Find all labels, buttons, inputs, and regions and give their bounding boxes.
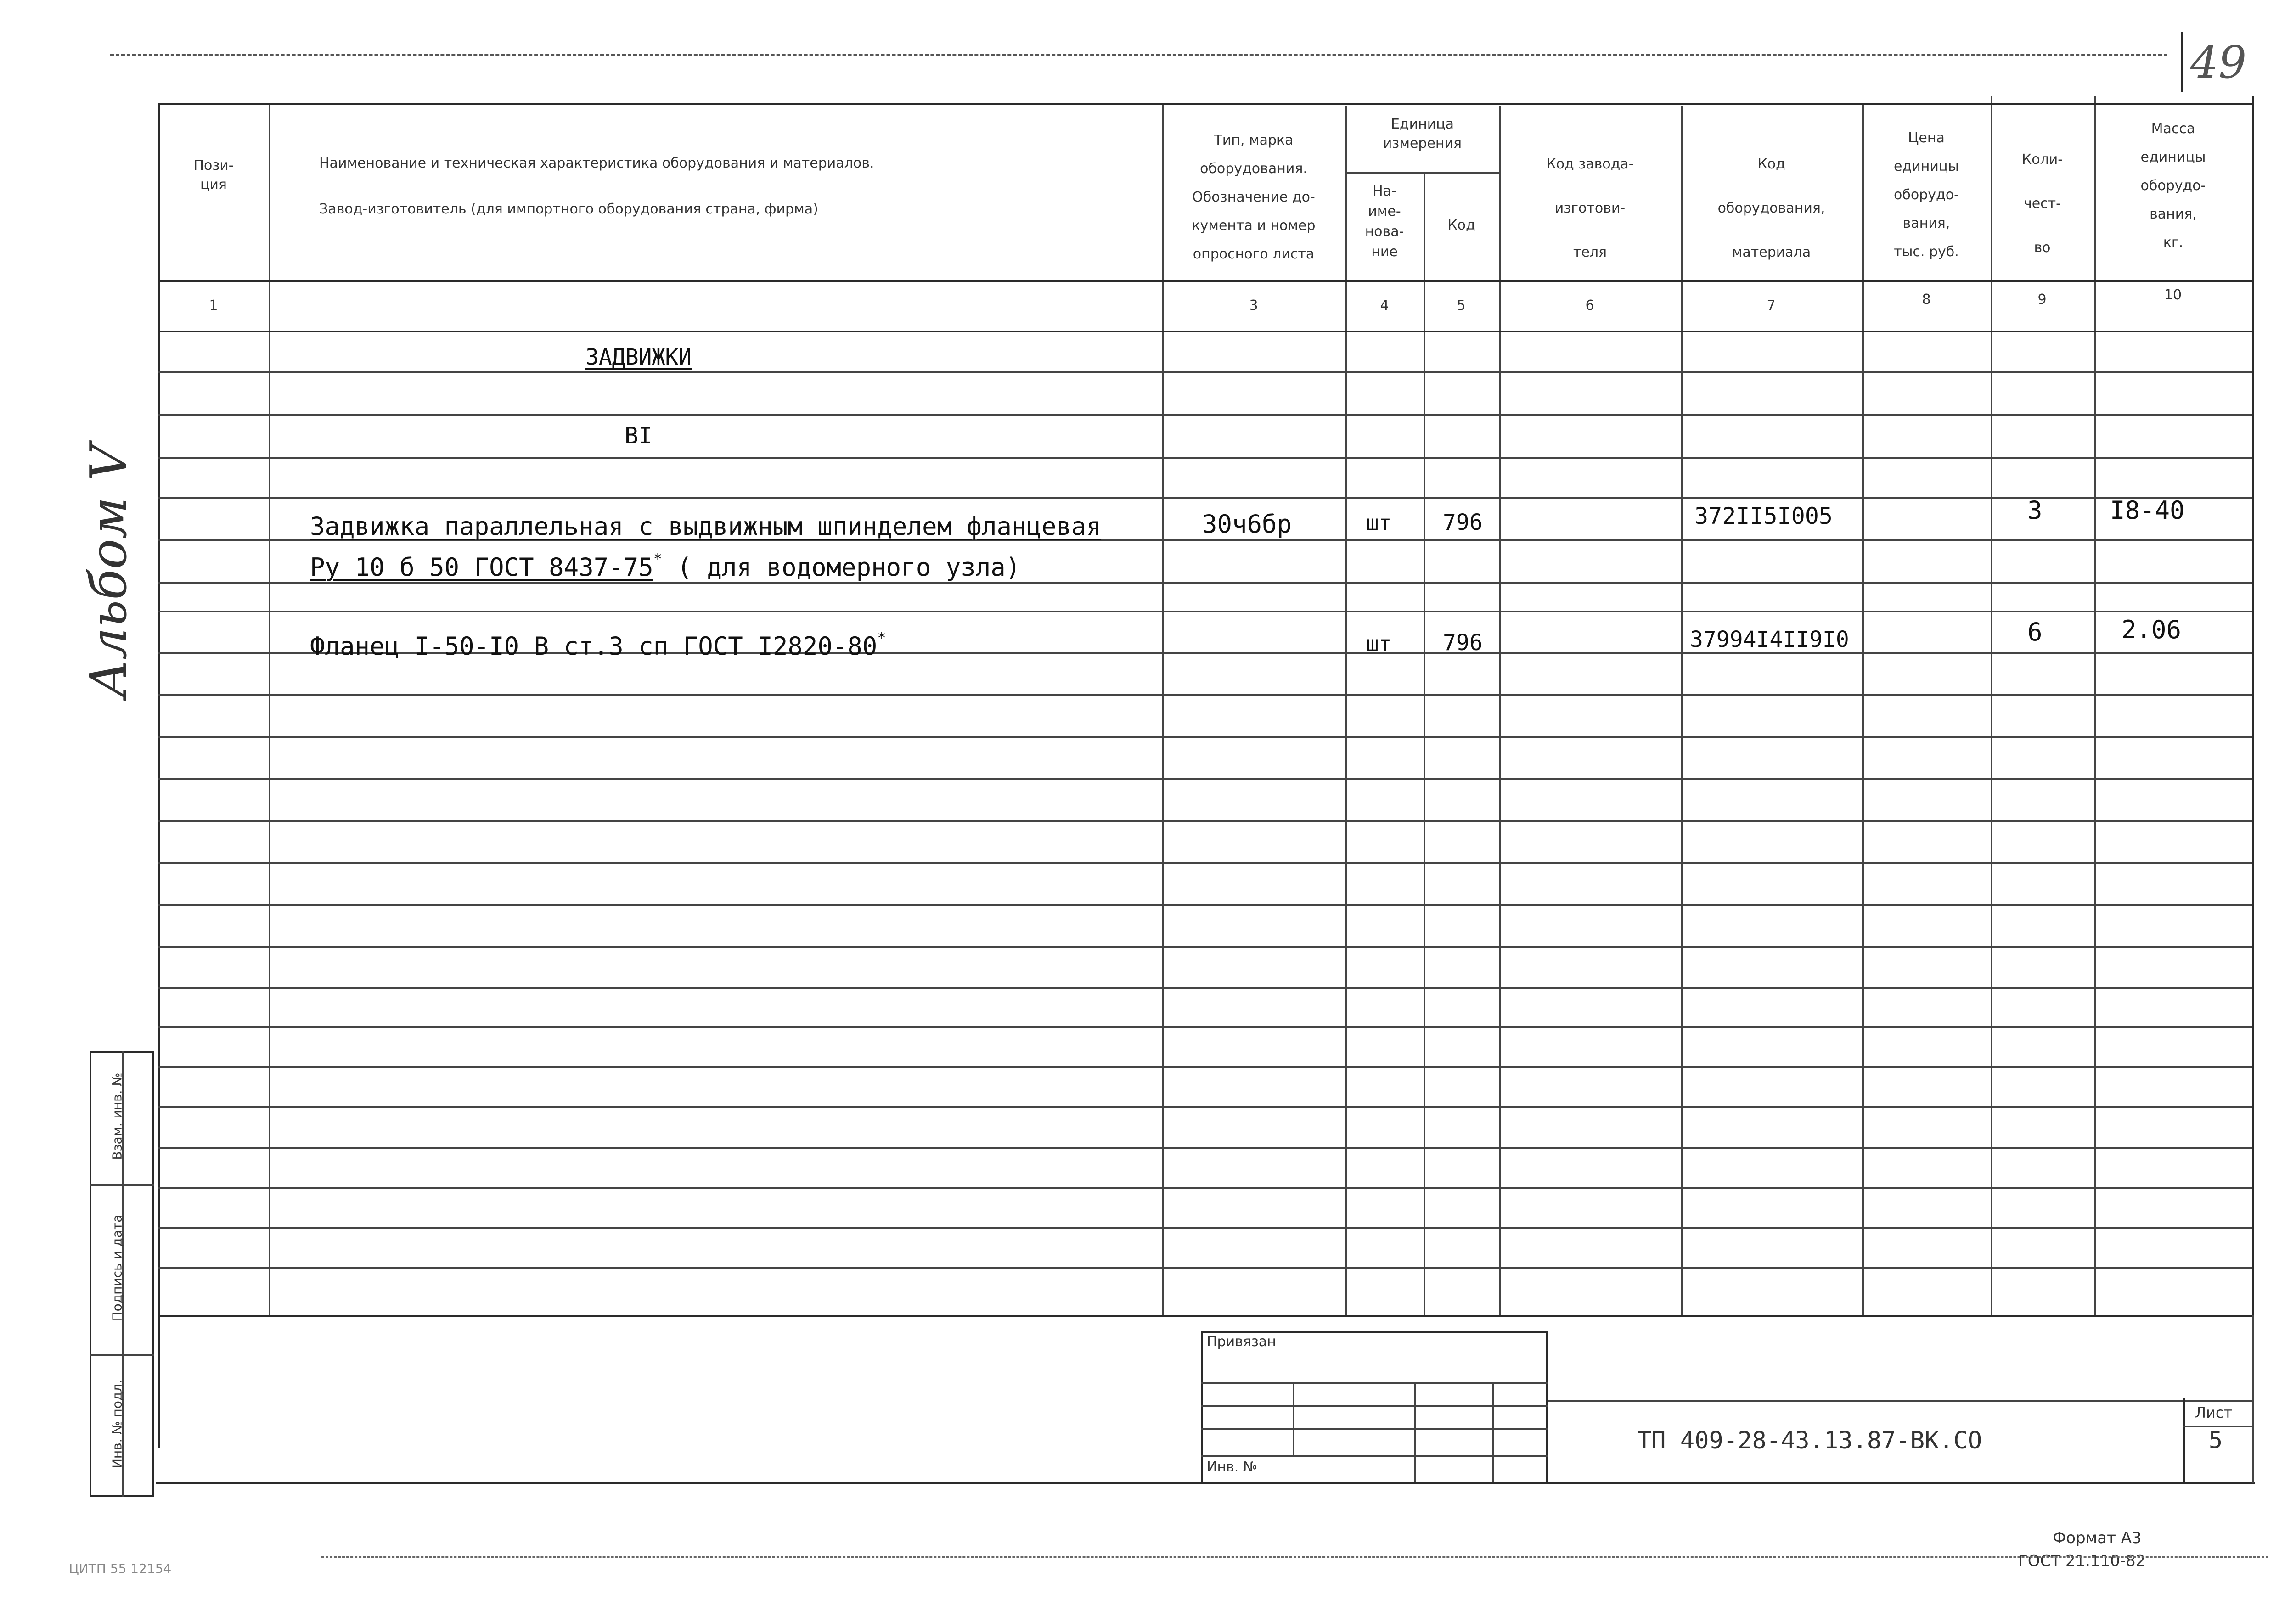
colnum-9: 9: [2037, 292, 2047, 308]
col-sep-7: [1862, 103, 1864, 1315]
gost-label: ГОСТ 21.110-82: [2018, 1552, 2146, 1570]
privyazan-col: [1293, 1382, 1294, 1455]
row-line: [158, 694, 2252, 696]
row-line: [158, 1267, 2252, 1269]
colnum-6: 6: [1585, 298, 1594, 314]
table-left-border: [158, 103, 160, 1448]
item1-name-line2-main: Ру 10 б 50 ГОСТ 8437-75: [310, 553, 653, 582]
item1-mass: I8-40: [2110, 496, 2185, 525]
row-line: [158, 778, 2252, 780]
item2-name-main: Фланец I-50-I0 В ст.3 сп ГОСТ I2820-80: [310, 632, 878, 661]
section-title: ЗАДВИЖКИ: [585, 344, 692, 370]
privyazan-label: Привязан: [1207, 1334, 1276, 1350]
row-line: [158, 497, 2252, 499]
privyazan-row: [1201, 1455, 1548, 1457]
row-line: [158, 1106, 2252, 1108]
item2-quantity: 6: [2027, 617, 2043, 646]
side-stamp-inv-orig: Инв. № подл.: [109, 1379, 125, 1469]
item2-star: *: [877, 629, 886, 646]
item2-equipment-code: 37994I4II9I0: [1690, 627, 1849, 652]
colnum-10: 10: [2164, 287, 2182, 303]
sheet-label: Лист: [2195, 1404, 2233, 1421]
privyazan-col: [1492, 1382, 1494, 1482]
frame-right: [2252, 1315, 2254, 1483]
colnum-8: 8: [1922, 292, 1931, 308]
page-number: 49: [2190, 37, 2247, 88]
table-right-border: [2252, 96, 2254, 1448]
colnum-4: 4: [1380, 298, 1389, 314]
row-line: [158, 611, 2252, 612]
row-line: [158, 904, 2252, 906]
header-unit-code: Код: [1447, 217, 1475, 233]
header-quantity: Коли- чест- во: [2021, 152, 2063, 256]
item1-name-line2: [310, 550, 1020, 582]
item1-type: 30ч6бр: [1202, 510, 1292, 539]
privyazan-row: [1201, 1428, 1548, 1430]
item1-unit: шт: [1366, 511, 1392, 535]
row-line: [158, 862, 2252, 864]
header-unit-price: Цена единицы оборудо- вания, тыс. руб.: [1894, 130, 1959, 260]
row-line: [158, 1227, 2252, 1229]
privyazan-row: [1201, 1382, 1548, 1384]
subsection-title: ВI: [625, 422, 653, 449]
item2-name: [310, 629, 886, 661]
document-code: ТП 409-28-43.13.87-ВК.СО: [1637, 1427, 1982, 1454]
row-line: [158, 371, 2252, 373]
inv-no-label: Инв. №: [1207, 1459, 1258, 1475]
doc-code-top: [1548, 1400, 2252, 1402]
row-line: [158, 946, 2252, 948]
header-unit-name: На- име- нова- ние: [1365, 183, 1404, 260]
bottom-left-stamp: ЦИТП 55 12154: [69, 1561, 172, 1576]
row-line: [158, 987, 2252, 989]
item1-quantity: 3: [2027, 496, 2043, 525]
table-top-border: [158, 103, 2252, 105]
album-label: Альбом V: [79, 444, 138, 698]
header-position: Пози- ция: [193, 157, 234, 193]
row-line: [158, 457, 2252, 459]
sheet-number: 5: [2209, 1427, 2223, 1454]
row-line: [158, 1026, 2252, 1028]
colnum-bottom-line: [158, 331, 2252, 332]
col-sep-9: [2094, 96, 2096, 1315]
item2-unit-code: 796: [1443, 630, 1483, 656]
item2-mass: 2.06: [2122, 615, 2182, 644]
row-line: [158, 414, 2252, 416]
col-sep-3: [1345, 106, 1347, 1315]
side-stamp-inv-replace: Взам. инв. №: [109, 1072, 125, 1160]
table-body-bottom: [158, 1315, 2252, 1317]
unit-group-divider: [1345, 172, 1499, 174]
header-unit-group: Единица измерения: [1383, 116, 1462, 152]
col-sep-4: [1424, 172, 1425, 1315]
row-line: [158, 1147, 2252, 1149]
col-sep-5: [1499, 106, 1501, 1315]
side-stamp-sign-date: Подпись и дата: [109, 1214, 125, 1321]
item1-name-line2-tail: ( для водомерного узла): [662, 553, 1021, 582]
page-number-bracket: [2181, 32, 2183, 92]
row-line: [158, 736, 2252, 738]
colnum-7: 7: [1767, 298, 1776, 314]
col-sep-6: [1681, 106, 1683, 1315]
colnum-3: 3: [1249, 298, 1258, 314]
item1-star: *: [653, 550, 663, 567]
row-line: [158, 820, 2252, 822]
row-line: [158, 1066, 2252, 1068]
top-border-line: [110, 54, 2167, 56]
row-line: [158, 582, 2252, 584]
row-line: [158, 1187, 2252, 1189]
header-bottom-line: [158, 280, 2252, 282]
header-unit-mass: Масса единицы оборудо- вания, кг.: [2140, 121, 2206, 251]
privyazan-col: [1414, 1382, 1416, 1482]
col-sep-8: [1991, 96, 1992, 1315]
bottom-border-line: [321, 1556, 2268, 1558]
header-type: Тип, марка оборудования. Обозначение до- кумента и номер опросного листа: [1192, 132, 1316, 262]
header-equipment-code: Код оборудования, материала: [1717, 156, 1825, 260]
header-name-line2: Завод-изготовитель (для импортного оборудования страна, фирма): [319, 201, 818, 217]
format-label: Формат А3: [2053, 1529, 2142, 1547]
item1-name-line1: Задвижка параллельная с выдвижным шпинделем фланцевая: [310, 512, 1102, 541]
col-sep-2: [1162, 103, 1164, 1315]
item1-equipment-code: 372II5I005: [1694, 503, 1833, 529]
item1-unit-code: 796: [1443, 510, 1483, 535]
colnum-1: 1: [209, 298, 218, 314]
privyazan-row: [1201, 1405, 1548, 1407]
item2-unit: шт: [1366, 631, 1392, 656]
header-factory-code: Код завода- изготови- теля: [1546, 156, 1634, 260]
header-name-line1: Наименование и техническая характеристика оборудования и материалов.: [319, 155, 874, 171]
colnum-5: 5: [1457, 298, 1466, 314]
col-sep-1: [269, 103, 270, 1315]
